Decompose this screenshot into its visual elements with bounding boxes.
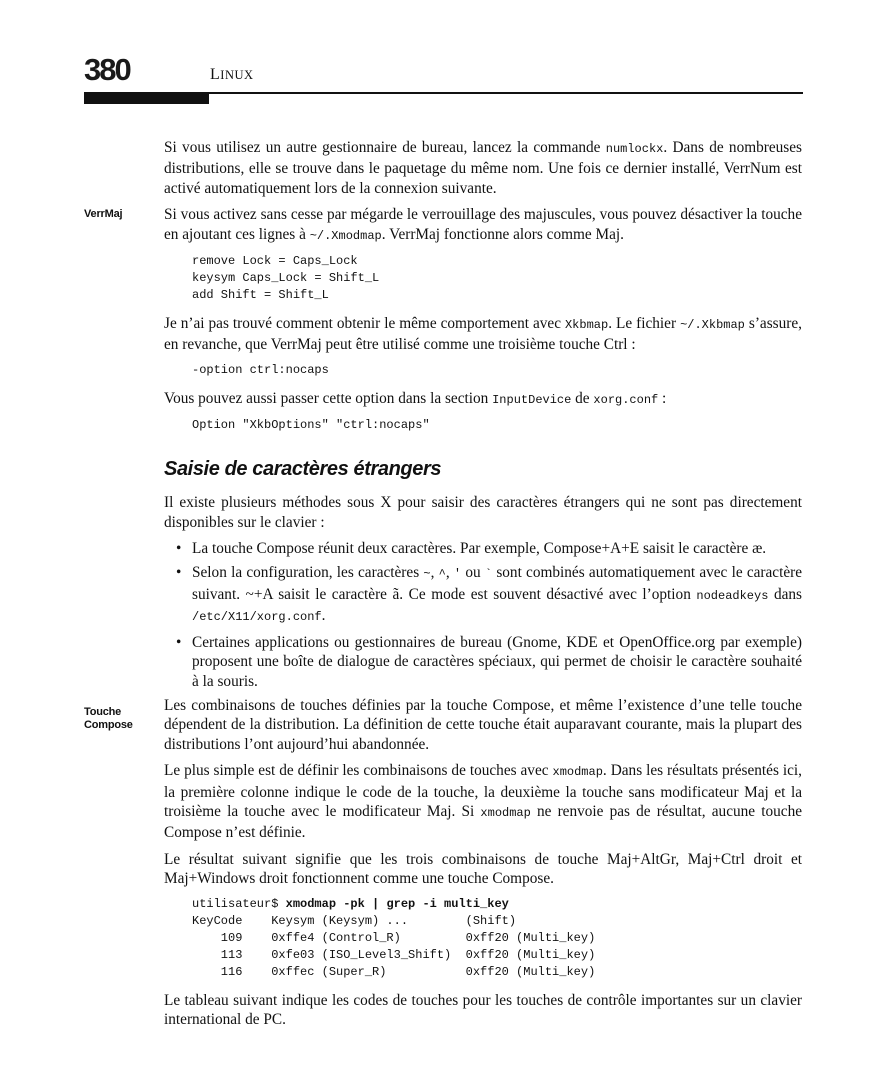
bullet-icon: • — [176, 540, 182, 558]
margin-note-verrmaj: VerrMaj — [84, 208, 123, 220]
paragraph-result: Le résultat suivant signifie que les trois combinaisons de touche Maj+AltGr, Maj+Ctrl droit et Maj+Windows droit fonctionnent comme une touche Compose. — [164, 850, 802, 888]
paragraph-verrmaj: Si vous activez sans cesse par mégarde le verrouillage des majuscules, vous pouvez désactiver la touche en ajoutant ces lignes à ~/.Xmodmap. VerrMaj fonctionne alors comme Maj. — [164, 206, 802, 243]
bullet-icon: • — [176, 564, 182, 582]
inline-code: Xkbmap — [564, 318, 609, 333]
command-output: KeyCode Keysym (Keysym) ... (Shift) 109 0xffe4 (Control_R) 0xff20 (Multi_key) 113 0xfe03 (ISO_Level3_Shift) 0xff20 (Multi_key) 116 0xffec (Super_R) 0xff20 (Multi_key) — [192, 913, 596, 979]
inline-code: xmodmap — [552, 765, 603, 780]
shell-command: xmodmap -pk | grep -i multi_key — [285, 896, 509, 911]
inline-code: xorg.conf — [593, 392, 659, 407]
margin-note-touche-compose — [84, 706, 133, 732]
margin-note-line-2: Compose — [84, 719, 133, 731]
page-number: 380 — [84, 52, 130, 87]
code-block-xmodmap: remove Lock = Caps_Lock keysym Caps_Lock = Shift_L add Shift = Shift_L — [192, 254, 380, 303]
running-head-rest: INUX — [220, 68, 254, 82]
inline-code: xmodmap — [480, 805, 531, 820]
paragraph-methods: Il existe plusieurs méthodes sous X pour saisir des caractères étrangers qui ne sont pas directement disponibles sur le clavier : — [164, 494, 802, 531]
paragraph-xkbmap: Je n’ai pas trouvé comment obtenir le même comportement avec Xkbmap. Le fichier ~/.Xkbmap s’assure, en revanche, que VerrMaj peut être utilisé comme une troisième touche Ctrl : — [164, 315, 802, 354]
paragraph-numlockx: Si vous utilisez un autre gestionnaire de bureau, lancez la commande numlockx. Dans de nombreuses distributions, elle se trouve dans le paquetage du même nom. Une fois ce dernier installé, VerrNum est activé automatiquement lors de la connexion suivante. — [164, 139, 802, 197]
bullet-list — [164, 539, 802, 691]
margin-note-line-1: Touche — [84, 706, 122, 718]
list-item: • Certaines applications ou gestionnaires de bureau (Gnome, KDE et OpenOffice.org par exemple) proposent une boîte de dialogue de caractères spéciaux, qui permet de choisir le caractère souhaité à la souris. — [176, 633, 802, 690]
running-head — [210, 66, 254, 84]
bullet-icon: • — [176, 633, 182, 651]
inline-code: InputDevice — [492, 392, 572, 407]
main-content — [164, 138, 802, 1036]
paragraph-compose-combinations: Les combinaisons de touches définies par la touche Compose, et même l’existence d’une telle touche dépendent de la distribution. La définition de cette touche était auparavant courante, mais la plupart des distributions l’ont aujourd’hui abandonnée. — [164, 696, 802, 753]
list-item: • Selon la configuration, les caractères ~, ^, ' ou ` sont combinés automatiquement avec le caractère suivant. ~+A saisit le caractère ã. Ce mode est souvent désactivé avec l’option nodeadkeys dans /etc/X11/xorg.conf. — [176, 564, 803, 625]
inline-code: ~/.Xkbmap — [680, 318, 745, 333]
code-block-xorg-option: Option "XkbOptions" "ctrl:nocaps" — [192, 418, 430, 433]
list-item: • La touche Compose réunit deux caractères. Par exemple, Compose+A+E saisit le caractère æ. — [176, 540, 767, 558]
shell-prompt: utilisateur$ — [192, 896, 286, 911]
paragraph-table-intro: Le tableau suivant indique les codes de touches pour les touches de contrôle importantes sur un clavier international de PC. — [164, 991, 802, 1028]
running-head-initial: L — [210, 66, 221, 83]
code-block-terminal-output — [192, 896, 802, 981]
inline-code: numlockx — [605, 142, 664, 156]
header-rule-tab — [84, 94, 209, 104]
section-heading: Saisie de caractères étrangers — [164, 458, 442, 481]
paragraph-xmodmap: Le plus simple est de définir les combinaisons de touches avec xmodmap. Dans les résultats présentés ici, la première colonne indique le code de la touche, la deuxième la touche sans modificateur Maj et la troisième la touche avec le modificateur Maj. Si xmodmap ne renvoie pas de résultat, aucune touche Compose n’est définie. — [164, 762, 803, 842]
paragraph-inputdevice: Vous pouvez aussi passer cette option dans la section InputDevice de xorg.conf : — [164, 389, 667, 407]
inline-code: ~/.Xmodmap — [309, 228, 382, 243]
code-block-option: -option ctrl:nocaps — [192, 362, 329, 377]
